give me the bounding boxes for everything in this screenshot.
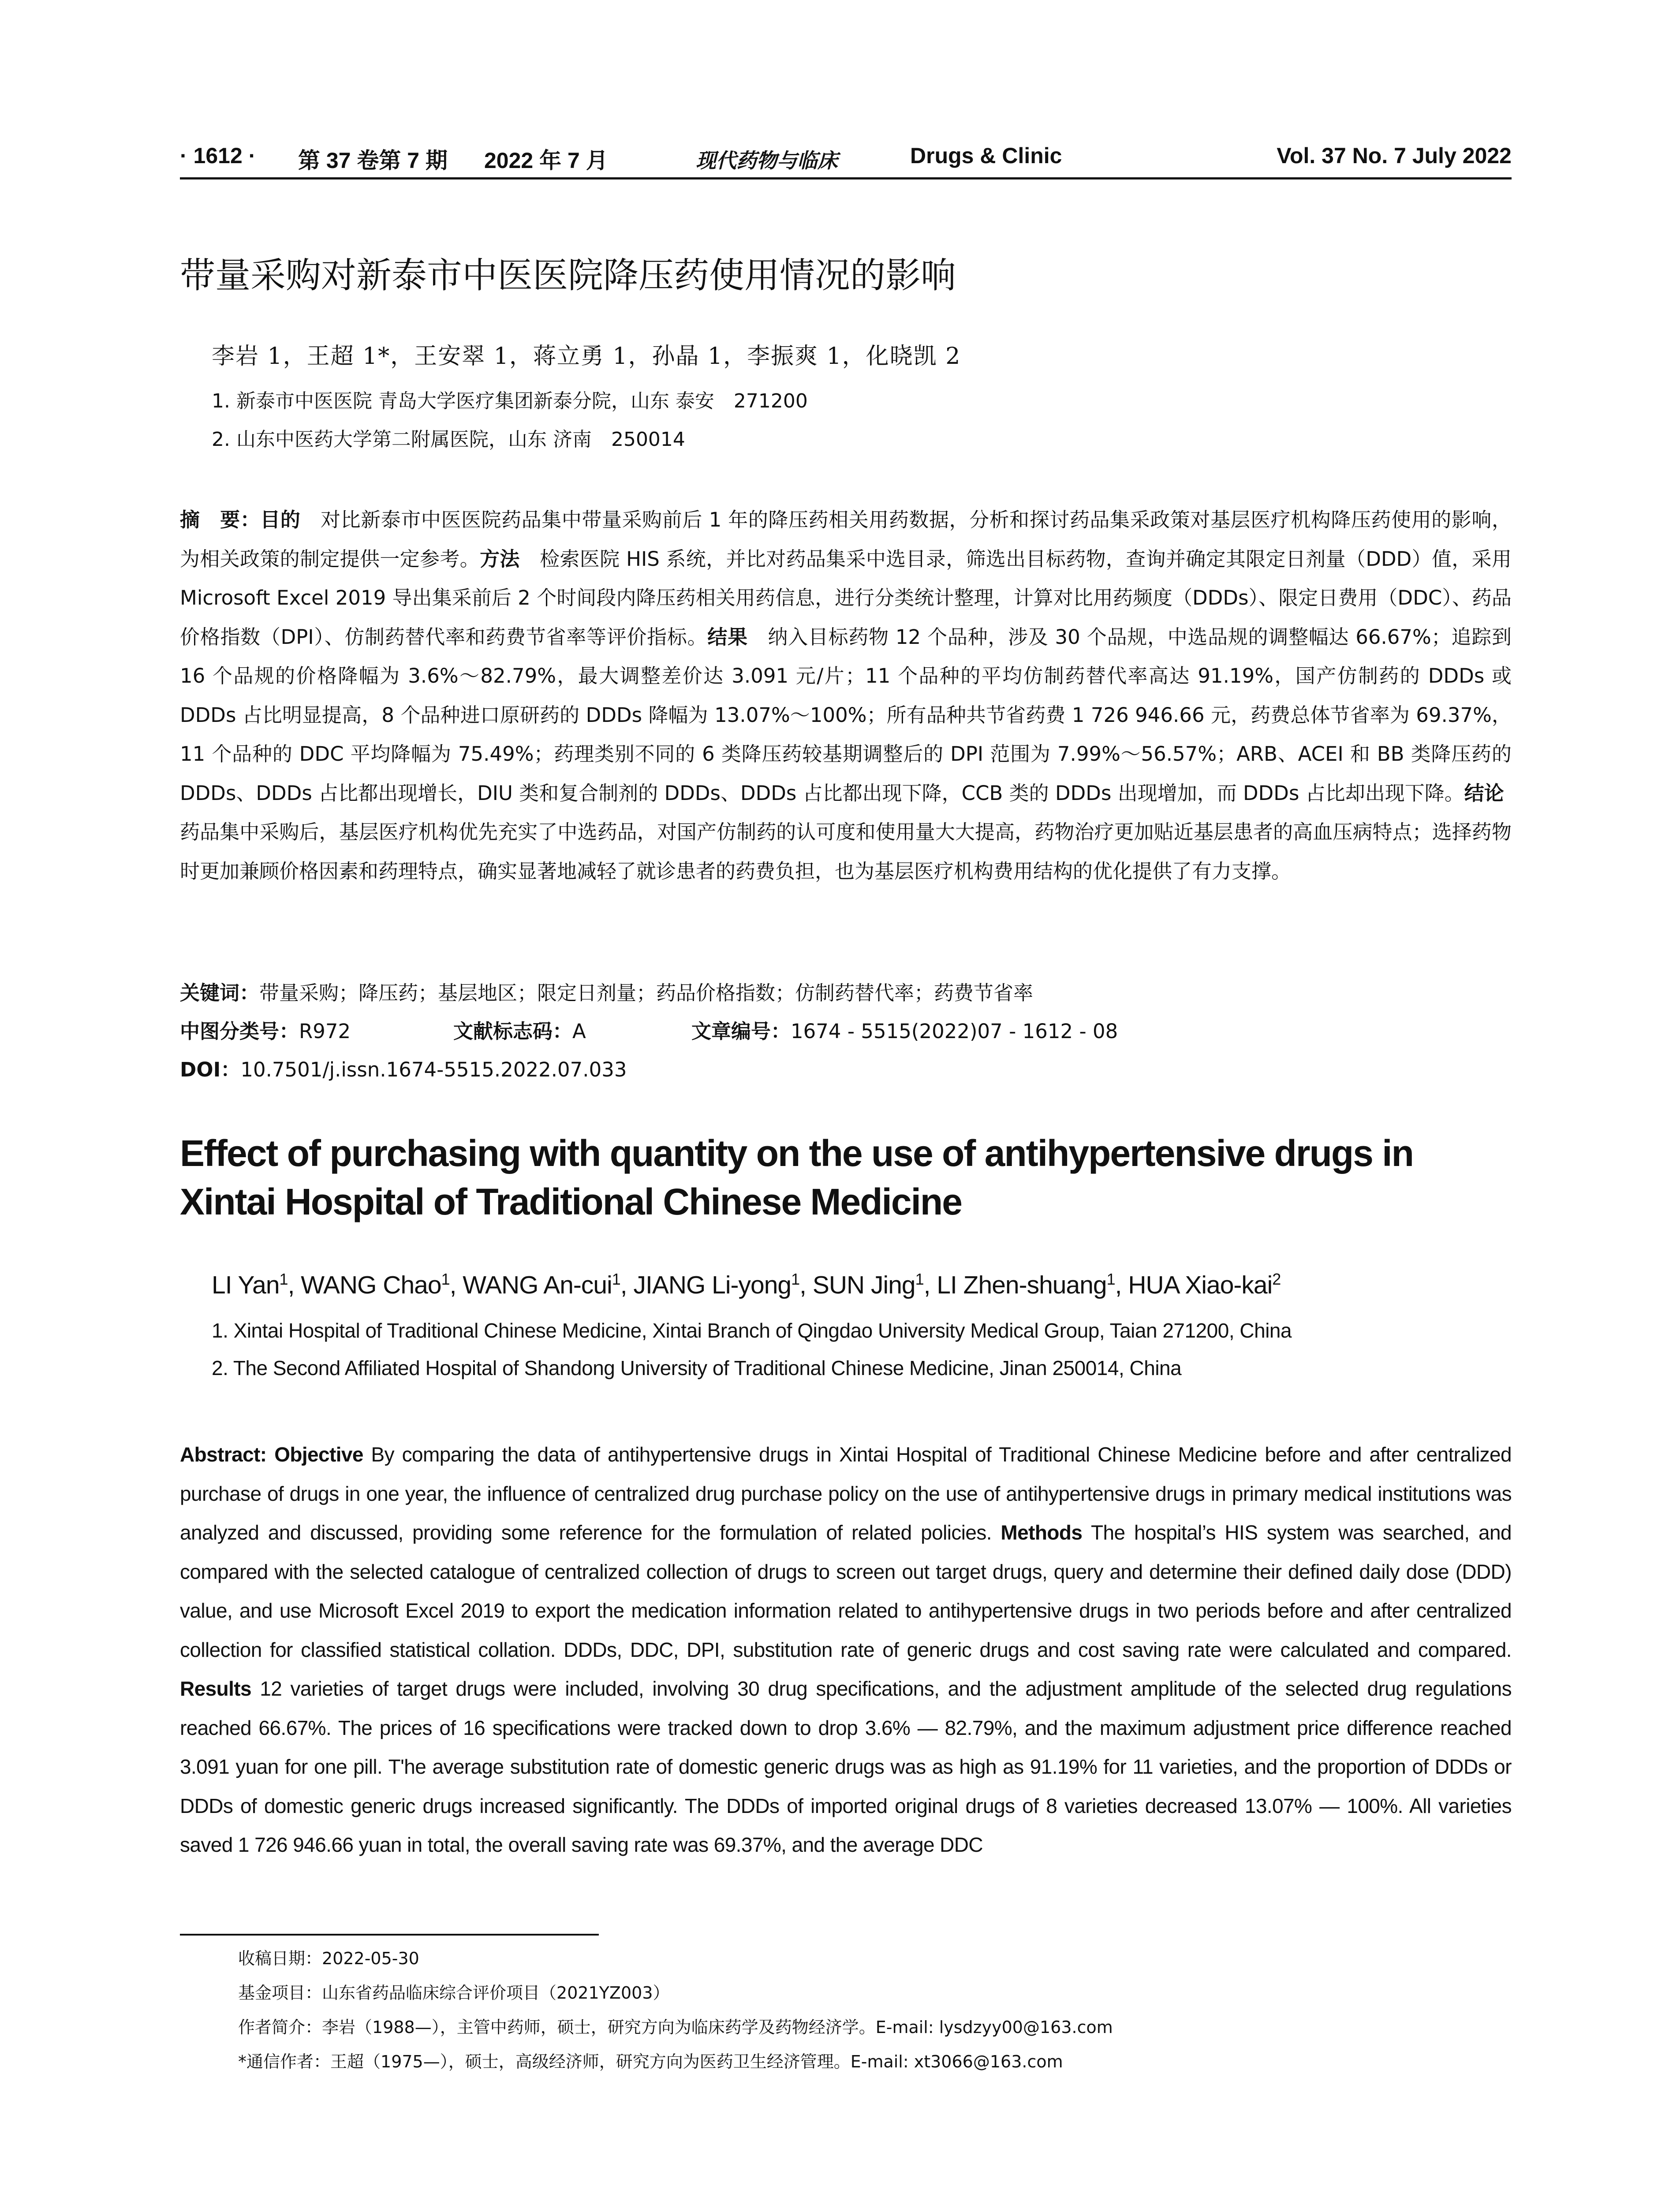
results-text-cn: 纳入目标药物 12 个品种，涉及 30 个品规，中选品规的调整幅达 66.67%；追踪到 16 个品规的价格降幅为 3.6%～82.79%，最大调整差价达 3.091 元/片；11 个品种的平均仿制药替代率高达 91.19%，国产仿制药的 DDDs 或 DDDs 占比明显提高，8 个品种进口原研药的 DDDs 降幅为 13.07%～100%；所有品种共节省药费 1 726 946.66 元，药费总体节省率为 69.37%，11 个品种的 DDC 平均降幅为 75.49%；药理类别不同的 6 类降压药较基期调整后的 DPI 范围为 7.99%～56.57%；ARB、ACEI 和 BB 类降压药的 DDDs、DDDs 占比都出现增长，DIU 类和复合制剂的 DDDs、DDDs 占比都出现下降，CCB 类的 DDDs 出现增加，而 DDDs 占比却出现下降。 xyxy=(180,625,1512,805)
methods-text-cn: 检索医院 HIS 系统，并比对药品集采中选目录，筛选出目标药物，查询并确定其限定日剂量（DDD）值，采用 Microsoft Excel 2019 导出集采前后 2 个时间段内降压药相关用药信息，进行分类统计整理，计算对比用药频度（DDDs）、限定日费用（DDC）、药品价格指数（DPI）、仿制药替代率和药费节省率等评价指标。 xyxy=(180,547,1512,649)
author-name: WANG An-cui xyxy=(463,1271,612,1299)
abstract-label-cn: 摘 要： xyxy=(180,508,261,531)
author-sup: 1 xyxy=(1106,1270,1115,1288)
article-no-value: 1674 - 5515(2022)07 - 1612 - 08 xyxy=(791,1020,1118,1043)
author-sup: 1 xyxy=(612,1270,620,1288)
volume-issue-en: Vol. 37 No. 7 July 2022 xyxy=(1277,143,1512,168)
corresponding-text: 王超（1975—），硕士，高级经济师，研究方向为医药卫生经济管理。E-mail: xt3066@163.com xyxy=(330,2052,1063,2071)
clc-label: 中图分类号： xyxy=(180,1020,299,1043)
footnote-received xyxy=(238,1945,419,1969)
objective-text-cn: 对比新泰市中医医院药品集中带量采购前后 1 年的降压药相关用药数据，分析和探讨药品集采政策对基层医疗机构降压药使用的影响，为相关政策的制定提供一定参考。 xyxy=(180,508,1512,571)
doi-label: DOI： xyxy=(180,1058,241,1081)
author-en xyxy=(212,1271,288,1299)
author-name: WANG Chao xyxy=(301,1271,441,1299)
conclusion-text-cn: 药品集中采购后，基层医疗机构优先充实了中选药品，对国产仿制药的认可度和使用量大大提高，药物治疗更加贴近基层患者的高血压病特点；选择药物时更加兼顾价格因素和药理特点，确实显著地减轻了就诊患者的药费负担，也为基层医疗机构费用结构的优化提供了有力支撑。 xyxy=(180,781,1524,883)
author-en xyxy=(463,1271,620,1299)
article-title-en: Effect of purchasing with quantity on the use of antihypertensive drugs in Xintai Hospital of Traditional Chinese Medicine xyxy=(180,1132,1413,1222)
article-no-label: 文章编号： xyxy=(691,1020,791,1043)
footnote-author xyxy=(238,2014,1113,2038)
affiliation-en-1: 1. Xintai Hospital of Traditional Chinese Medicine, Xintai Branch of Qingdao University Medical Group, Taian 271200, China xyxy=(212,1319,1292,1342)
clc-value: R972 xyxy=(299,1020,351,1043)
objective-label-cn: 目的 xyxy=(260,508,301,531)
fund-text: 山东省药品临床综合评价项目（2021YZ003） xyxy=(322,1983,670,2003)
author-name: LI Zhen-shuang xyxy=(937,1271,1107,1299)
author-sup: 1 xyxy=(915,1270,924,1288)
author-sup: 1 xyxy=(279,1270,288,1288)
affiliation-cn-1: 1. 新泰市中医医院 青岛大学医疗集团新泰分院，山东 泰安 271200 xyxy=(212,390,808,412)
keywords-label-cn: 关键词： xyxy=(180,981,260,1005)
corresponding-label: *通信作者： xyxy=(238,2052,331,2071)
objective-label-en: Objective xyxy=(274,1443,363,1466)
methods-label-cn: 方法 xyxy=(480,547,520,571)
doi-row xyxy=(180,1054,627,1082)
article-title-cn: 带量采购对新泰市中医医院降压药使用情况的影响 xyxy=(180,255,956,296)
received-date: 2022-05-30 xyxy=(322,1949,419,1968)
author-en xyxy=(1128,1271,1281,1299)
keywords-cn xyxy=(180,977,1033,1005)
author-name: LI Yan xyxy=(212,1271,280,1299)
doi-link[interactable]: 10.7501/j.issn.1674-5515.2022.07.033 xyxy=(240,1058,627,1081)
methods-label-en: Methods xyxy=(1001,1521,1083,1544)
author-list-en: LI Yan$^1$, WANG Chao$^1$, WANG An-cui$^1$, JIANG Li-yong$^1$, SUN Jing$^1$, LI Zhen-shuang$^1$, HUA Xiao-kai$^2$ xyxy=(212,1270,1281,1299)
author-en xyxy=(813,1271,924,1299)
author-name: SUN Jing xyxy=(812,1271,915,1299)
author-name: JIANG Li-yong xyxy=(633,1271,791,1299)
classification-row xyxy=(180,1015,1118,1044)
author-name: HUA Xiao-kai xyxy=(1128,1271,1273,1299)
author-sup: 1 xyxy=(791,1270,800,1288)
methods-text-en: The hospital’s HIS system was searched, and compared with the selected catalogue of centralized collection of drugs to screen out target drugs, query and determine their defined daily dose (DDD) value, and use Microsoft Excel 2019 to export the medication information related to antihypertensive drugs in two periods before and after centralized collection for classified statistical collation. DDDs, DDC, DPI, substitution rate of generic drugs and cost saving rate were calculated and compared. xyxy=(180,1521,1512,1661)
fund-label: 基金项目： xyxy=(238,1983,322,2003)
abstract-label-en: Abstract: xyxy=(180,1443,267,1466)
author-bio-label: 作者简介： xyxy=(238,2018,322,2037)
footnote-divider xyxy=(180,1934,599,1936)
conclusion-label-cn: 结论 xyxy=(1464,781,1504,805)
affiliation-en-2: 2. The Second Affiliated Hospital of Shandong University of Traditional Chinese Medicine, Jinan 250014, China xyxy=(212,1357,1182,1379)
page-number: · 1612 · xyxy=(180,143,256,168)
footnote-fund xyxy=(238,1979,670,2003)
results-label-en: Results xyxy=(180,1677,251,1700)
volume-issue-cn: 第 37 卷第 7 期 xyxy=(298,148,448,173)
abstract-cn xyxy=(180,501,1524,891)
author-en xyxy=(633,1271,799,1299)
received-label: 收稿日期： xyxy=(238,1949,322,1968)
author-en xyxy=(937,1271,1115,1299)
results-label-cn: 结果 xyxy=(707,625,748,649)
affiliation-cn-2: 2. 山东中医药大学第二附属医院，山东 济南 250014 xyxy=(212,428,685,451)
author-list-cn: 李岩 1，王超 1*，王安翠 1，蒋立勇 1，孙晶 1，李振爽 1，化晓凯 2 xyxy=(212,343,961,370)
journal-name-cn: 现代药物与临床 xyxy=(696,149,838,172)
keywords-text-cn: 带量采购；降压药；基层地区；限定日剂量；药品价格指数；仿制药替代率；药费节省率 xyxy=(259,981,1034,1005)
author-bio-text: 李岩（1988—），主管中药师，硕士，研究方向为临床药学及药物经济学。E-mail: lysdzyy00@163.com xyxy=(322,2018,1113,2037)
objective-text-en: By comparing the data of antihypertensive drugs in Xintai Hospital of Traditional Chinese Medicine before and after centralized purchase of drugs in one year, the influence of centralized drug purchase policy on the use of antihypertensive drugs in primary medical institutions was analyzed and discussed, providing some reference for the formulation of related policies. xyxy=(180,1443,1512,1544)
running-header xyxy=(180,139,1512,179)
abstract-en xyxy=(180,1435,1512,1865)
author-sup: 2 xyxy=(1272,1270,1281,1288)
doc-code-label: 文献标志码： xyxy=(453,1020,573,1043)
journal-name-en: Drugs & Clinic xyxy=(910,143,1062,168)
author-sup: 1 xyxy=(441,1270,450,1288)
results-text-en: 12 varieties of target drugs were included, involving 30 drug specifications, and the adjustment amplitude of the selected drug regulations reached 66.67%. The prices of 16 specifications were tracked down to drop 3.6% — 82.79%, and the maximum adjustment price difference reached 3.091 yuan for one pill. T'he average substitution rate of domestic generic drugs was as high as 91.19% for 11 varieties, and the proportion of DDDs or DDDs of domestic generic drugs increased significantly. The DDDs of imported original drugs of 8 varieties decreased 13.07% — 100%. All varieties saved 1 726 946.66 yuan in total, the overall saving rate was 69.37%, and the average DDC xyxy=(180,1677,1512,1856)
issue-date-cn: 2022 年 7 月 xyxy=(484,148,608,173)
footnote-corresponding xyxy=(238,2048,1063,2072)
doc-code-value: A xyxy=(572,1020,586,1043)
author-en xyxy=(301,1271,449,1299)
